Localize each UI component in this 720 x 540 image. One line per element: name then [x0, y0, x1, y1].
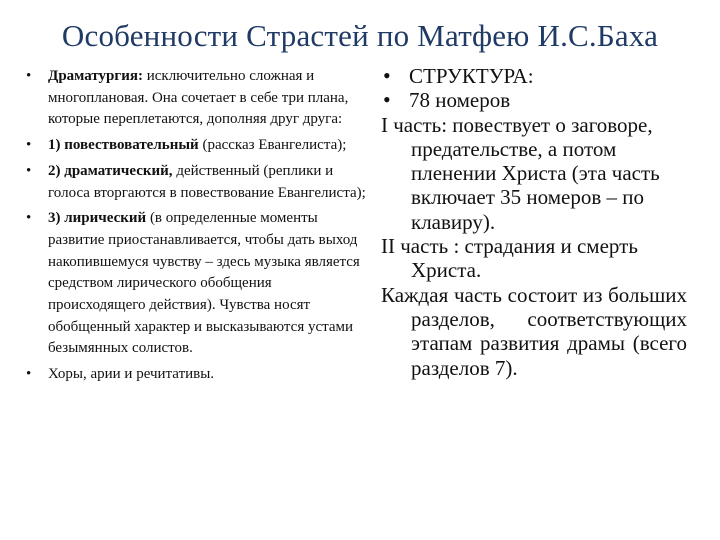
item-text: исключительно сложная и многоплановая. Она сочетает в себе три плана, которые переплетаются, дополняя друг друга: — [48, 68, 349, 128]
list-item — [22, 66, 372, 131]
part-one-text: I часть: повествует о заговоре, предательстве, а потом пленении Христа (эта часть включает 35 номеров – по клавиру). — [381, 112, 660, 234]
list-item — [22, 135, 372, 157]
slide-title: Особенности Страстей по Матфею И.С.Баха — [61, 18, 659, 53]
numbers-count: 78 номеров — [409, 88, 511, 113]
parts-structure-text: Каждая часть состоит из больших разделов, соответствующих этапам развития драмы (всего разделов 7). — [381, 282, 687, 380]
bullet-icon: • — [26, 366, 32, 383]
bullet-icon: • — [26, 210, 32, 227]
item-bold: 2) драматический, — [48, 162, 173, 179]
bullet-icon: • — [26, 137, 32, 154]
left-column — [22, 66, 372, 390]
bullet-icon: • — [26, 68, 32, 84]
item-text: действенный (реплики и голоса вторгаются в повествование Евангелиста); — [48, 162, 366, 201]
bullet-icon: • — [383, 63, 391, 88]
list-item — [22, 208, 372, 360]
bullet-icon: • — [26, 162, 32, 179]
item-text: (в определенные моменты развитие приостанавливается, чтобы дать выход накопившемуся чувству – здесь музыка является средством лирического обобщения происходящего действия). Чувства носят обобщенный характер и высказываются устами безымянных солистов. — [48, 210, 360, 357]
structure-heading: СТРУКТУРА: — [409, 64, 534, 88]
item-text: (рассказ Евангелиста); — [198, 137, 347, 154]
item-bold: 1) повествовательный — [48, 137, 199, 154]
list-item — [22, 364, 372, 386]
right-column — [381, 64, 687, 380]
list-item — [22, 161, 372, 204]
bullet-icon: • — [383, 87, 391, 113]
structure-bullet — [381, 64, 687, 88]
item-bold: 3) лирический — [48, 210, 147, 227]
item-text: Хоры, арии и речитативы. — [48, 366, 215, 383]
part-two-text: II часть : страдания и смерть Христа. — [381, 234, 638, 283]
numbers-bullet — [381, 88, 687, 112]
item-bold: Драматургия: — [48, 68, 143, 84]
